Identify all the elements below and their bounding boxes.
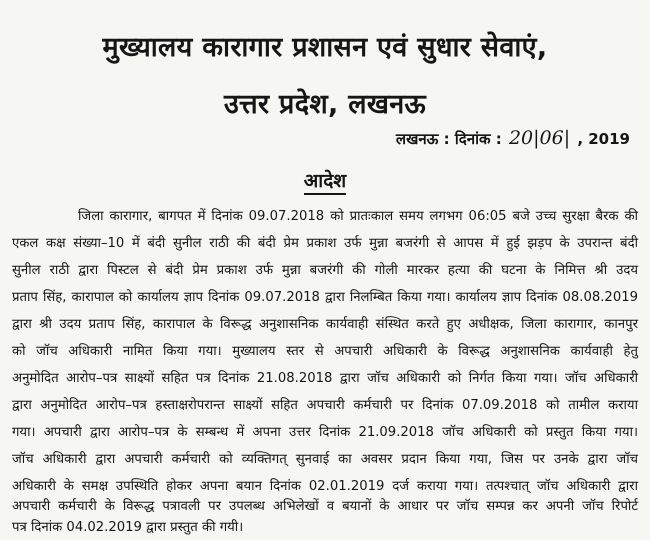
office-title-line-2: उत्तर प्रदेश, लखनऊ <box>223 89 427 120</box>
body-line: प्रताप सिंह, कारापाल को कार्यालय ज्ञाप दिनांक 09.07.2018 द्वारा निलम्बित किया गया। कार्यालय ज्ञाप दिनांक 08.08.2019 <box>12 290 638 305</box>
body-line: अधिकारी के समक्ष उपस्थिति होकर अपना बयान दिनांक 02.01.2019 दर्ज कराया गया। तत्पश्चात् जॉच अधिकारी द्वारा <box>12 479 638 494</box>
dateline-year: , 2019 <box>577 130 630 148</box>
handwritten-date: 20|06| <box>508 127 571 149</box>
body-line: द्वारा अनुमोदित आरोप–पत्र हस्ताक्षरोपरान्त साक्ष्यों सहित अपचारी कर्मचारी पर दिनांक 07.09.2018 को तामील कराया <box>12 398 638 413</box>
body-line: जिला कारागार, बागपत में दिनांक 09.07.2018 को प्रातःकाल समय लगभग 06:05 बजे उच्च सुरक्षा बैरक की <box>78 209 638 224</box>
body-line: को जॉच अधिकारी नामित किया गया। मुख्यालय स्तर से अपचारी अधिकारी के विरूद्ध अनुशासनिक कार्यवाही हेतु <box>12 344 638 359</box>
order-title <box>0 167 650 193</box>
body-line: सुनील राठी द्वारा पिस्टल से बंदी प्रेम प्रकाश उर्फ मुन्ना बजरंगी की गोली मारकर हत्या की घटना के निमित्त श्री उदय <box>12 263 638 278</box>
order-title-text: आदेश <box>304 170 346 195</box>
body-line: पत्र दिनांक 04.02.2019 द्वारा प्रस्तुत की गयी। <box>12 520 244 535</box>
body-line: एकल कक्ष संख्या–10 में बंदी सुनील राठी की बंदी प्रेम प्रकाश उर्फ मुन्ना बजरंगी से आपस में हुई झड़प के उपरान्त बंदी <box>12 236 638 251</box>
body-line: द्वारा श्री उदय प्रताप सिंह, कारापाल के विरूद्ध अनुशासनिक कार्यवाही संस्थित करते हुए अधीक्षक, जिला कारागार, कानपुर <box>12 317 638 332</box>
body-line: गया। अपचारी द्वारा आरोप–पत्र के सम्बन्ध में अपना उत्तर दिनांक 21.09.2018 जॉच अधिकारी को प्रस्तुत किया गया। <box>12 425 638 440</box>
body-line: अनुमोदित आरोप–पत्र साक्ष्यों सहित पत्र दिनांक 21.08.2018 द्वारा जॉच अधिकारी को निर्गत किया गया। जॉच अधिकारी <box>12 371 638 386</box>
dateline <box>396 127 630 149</box>
body-line: जॉच अधिकारी द्वारा अपचारी कर्मचारी को व्यक्तिगत् सुनवाई का अवसर प्रदान किया गया, जिस पर उनके द्वारा जॉच <box>12 452 638 467</box>
dateline-label: लखनऊ : दिनांक : <box>395 130 502 148</box>
office-title-line-1: मुख्यालय कारागार प्रशासन एवं सुधार सेवाएं, <box>102 32 548 63</box>
body-line: अपचारी कर्मचारी के विरूद्ध पत्रावली पर उपलब्ध अभिलेखों व बयानों के आधार पर जॉच सम्पन्न कर अपनी जॉच रिपोर्ट <box>12 499 638 514</box>
